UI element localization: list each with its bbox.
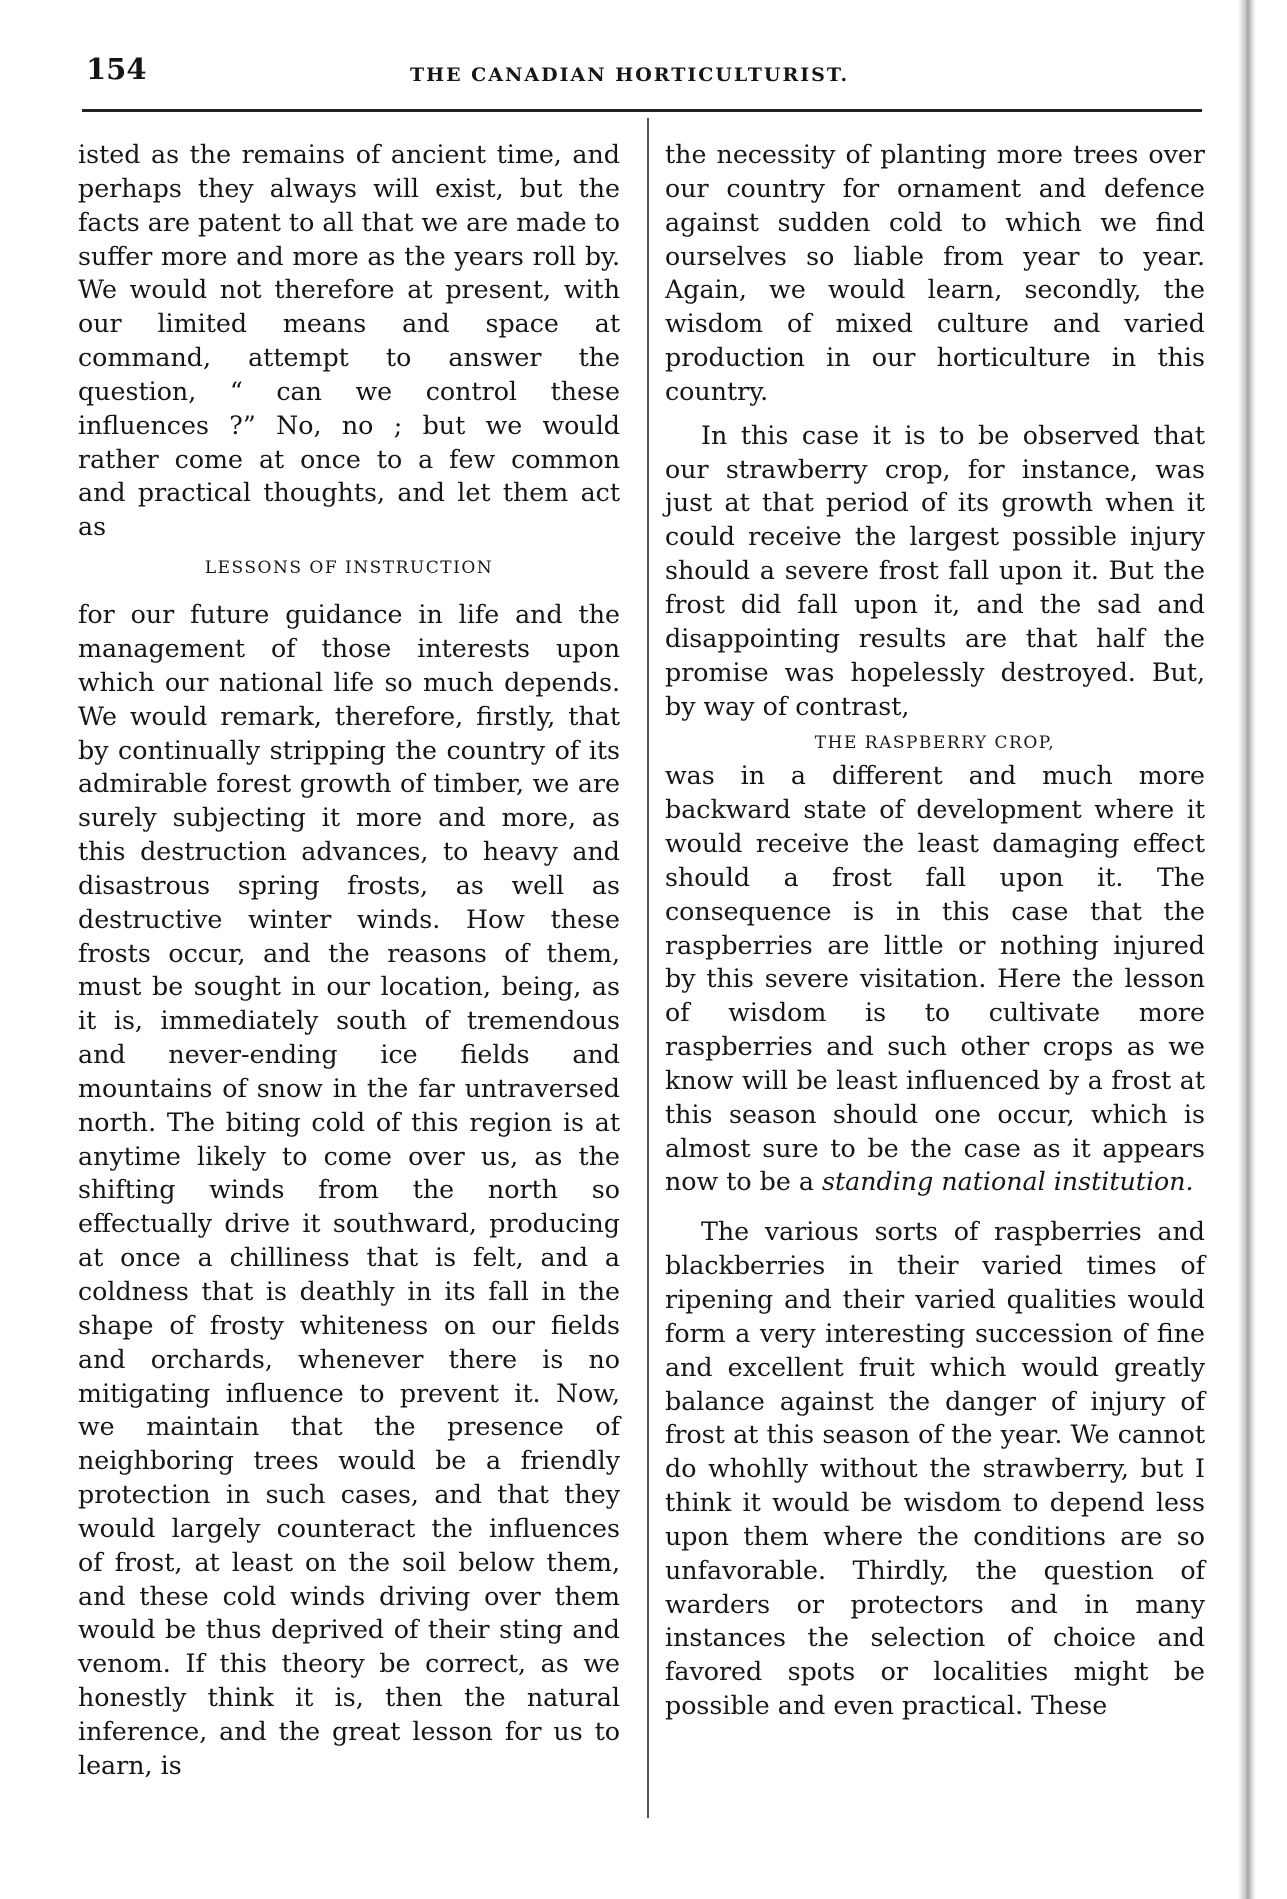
header-rule: [82, 109, 1202, 112]
section-heading-lessons: LESSONS OF INSTRUCTION: [204, 558, 494, 579]
left-paragraph-2: for our future guidance in life and the management of those interests upon which our national life so much depends. We would remark, therefore, firstly, that by continually stripping the country of its admirable forest growth of timber, we are surely subjecting it more and more, as this destruction advances, to heavy and disastrous spring frosts, as well as destructive winter winds. How these frosts occur, and the reasons of them, must be sought in our location, being, as it is, immediately south of tremendous and never-ending ice fields and mountains of snow in the far untraversed north. The biting cold of this region is at anytime likely to come over us, as the shifting winds from the north so effectually drive it southward, producing at once a chilliness that is felt, and a coldness that is deathly in its fall in the shape of frosty whiteness on our fields and orchards, whenever there is no mitigating influence to prevent it. Now, we maintain that the presence of neighboring trees would be a friendly protection in such cases, and that they would largely counteract the influences of frost, at least on the soil below them, and these cold winds driving over them would be thus deprived of their sting and venom. If this theory be correct, as we honestly think it is, then the natural inference, and the great lesson for us to learn, is: [78, 600, 620, 1780]
right-paragraph-3-text: was in a different and much more backward state of development where it would receive the least damaging effect should a frost fall upon it. The consequence is in this case that the raspberries are little or nothing injured by this severe visitation. Here the lesson of wisdom is to cultivate more raspberries and such other crops as we know will be least influenced by a frost at this season should one occur, which is almost sure to be the case as it appears now to be a: [665, 761, 1205, 1197]
right-column: [665, 138, 1205, 1723]
section-heading-raspberry: THE RASPBERRY CROP,: [814, 733, 1056, 754]
right-paragraph-2: In this case it is to be observed that our strawberry crop, for instance, was just at that period of its growth when it could receive the largest possible injury should a severe frost fall upon it. But the frost did fall upon it, and the sad and disappointing results are that half the promise was hopelessly destroyed. But, by way of contrast,: [665, 420, 1205, 721]
running-title: THE CANADIAN HORTICULTURIST.: [410, 64, 850, 86]
left-column: [78, 138, 620, 1783]
page-edge-shadow: [1238, 0, 1256, 1899]
page-number: 154: [86, 52, 147, 86]
right-paragraph-3-italic: standing national institution.: [822, 1167, 1194, 1197]
column-divider: [647, 118, 649, 1818]
left-paragraph-1: isted as the remains of ancient time, and perhaps they always will exist, but the facts are patent to all that we are made to suffer more and more as the years roll by. We would not therefore at present, with our limited means and space at command, attempt to answer the question, “ can we control these influences ?” No, no ; but we would rather come at once to a few common and practical thoughts, and let them act as: [78, 140, 620, 542]
right-paragraph-3: [665, 759, 1205, 1199]
right-paragraph-1: the necessity of planting more trees over our country for ornament and defence against sudden cold to which we find ourselves so liable from year to year. Again, we would learn, secondly, the wisdom of mixed culture and varied production in our horticulture in this country.: [665, 140, 1205, 406]
right-paragraph-4: The various sorts of raspberries and blackberries in their varied times of ripening and their varied qualities would form a very interesting succession of fine and excellent fruit which would greatly balance against the danger of injury of frost at this season of the year. We cannot do whohlly without the strawberry, but I think it would be wisdom to depend less upon them where the conditions are so unfavorable. Thirdly, the question of warders or protectors and in many instances the selection of choice and favored spots or localities might be possible and even practical. These: [665, 1217, 1205, 1721]
